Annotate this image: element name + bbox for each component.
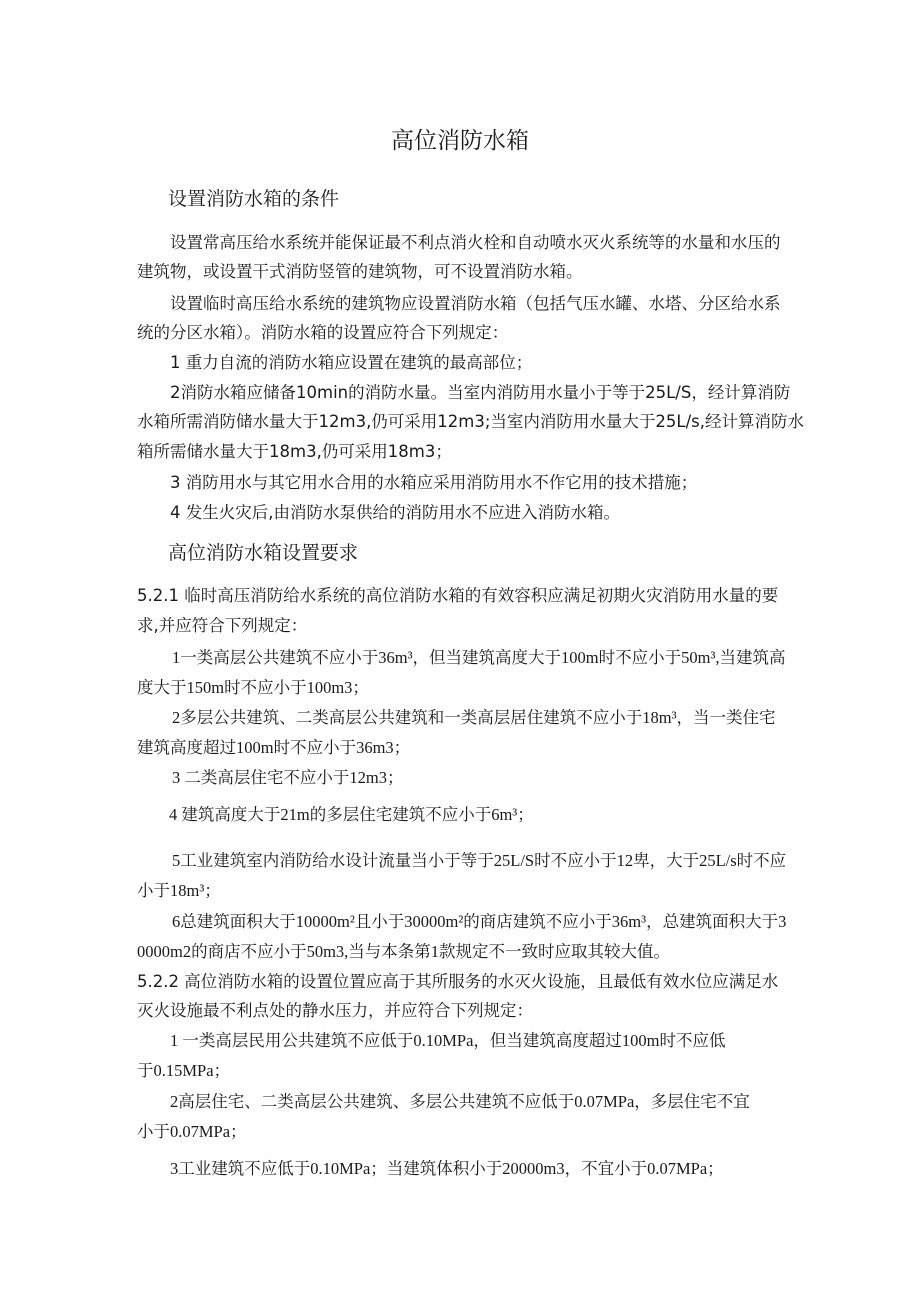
- list-item: 4 发生火灾后,由消防水泵供给的消防用水不应进入消防水箱。: [170, 503, 620, 522]
- section-heading-requirements: 高位消防水箱设置要求: [168, 542, 359, 564]
- list-item: 4 建筑高度大于21m的多层住宅建筑不应小于6m³；: [169, 805, 534, 824]
- list-item-continuation: 小于18m³；: [137, 881, 221, 900]
- list-item: 2高层住宅、二类高层公共建筑、多层公共建筑不应低于0.07MPa，多层住宅不宜: [170, 1092, 750, 1111]
- list-item-continuation: 0000m2的商店不应小于50m3,当与本条第1款规定不一致时应取其较大值。: [137, 942, 671, 961]
- page-title: 高位消防水箱: [391, 128, 529, 154]
- list-item: 1 重力自流的消防水箱应设置在建筑的最高部位；: [170, 353, 533, 372]
- list-item-continuation: 于0.15MPa；: [137, 1061, 231, 1080]
- list-item: 3 消防用水与其它用水合用的水箱应采用消防用水不作它用的技术措施；: [170, 473, 698, 492]
- list-item-continuation: 箱所需储水量大于18m3,仍可采用18m3；: [137, 442, 452, 461]
- list-item: 2消防水箱应储备10min的消防水量。当室内消防用水量小于等于25L/S，经计算消防: [170, 383, 791, 402]
- list-item: 1 一类高层民用公共建筑不应低于0.10MPa，但当建筑高度超过100m时不应低: [170, 1031, 726, 1050]
- clause-line: 求,并应符合下列规定：: [137, 616, 308, 635]
- clause-line: 5.2.2 高位消防水箱的设置位置应高于其所服务的水灭火设施，且最低有效水位应满足水: [137, 972, 779, 991]
- list-item-continuation: 小于0.07MPa；: [137, 1122, 247, 1141]
- clause-line: 5.2.1 临时高压消防给水系统的高位消防水箱的有效容积应满足初期火灾消防用水量的要: [137, 586, 779, 605]
- paragraph-line: 建筑物，或设置干式消防竖管的建筑物，可不设置消防水箱。: [137, 262, 583, 281]
- paragraph-line: 设置临时高压给水系统的建筑物应设置消防水箱（包括气压水罐、水塔、分区给水系: [170, 294, 781, 313]
- list-item-continuation: 建筑高度超过100m时不应小于36m3；: [137, 738, 411, 757]
- list-item-continuation: 水箱所需消防储水量大于12m3,仍可采用12m3;当室内消防用水量大于25L/s,经计算消防水: [137, 412, 805, 431]
- list-item-continuation: 度大于150m时不应小于100m3；: [137, 678, 369, 697]
- section-heading-conditions: 设置消防水箱的条件: [168, 188, 340, 210]
- list-item: 5工业建筑室内消防给水设计流量当小于等于25L/S时不应小于12卑，大于25L/s时不应: [172, 851, 787, 870]
- list-item: 3工业建筑不应低于0.10MPa；当建筑体积小于20000m3，不宜小于0.07MPa；: [170, 1159, 724, 1178]
- list-item: 1一类高层公共建筑不应小于36m³，但当建筑高度大于100m时不应小于50m³,当建筑高: [172, 648, 786, 667]
- clause-line: 灭火设施最不利点处的静水压力，并应符合下列规定：: [137, 1001, 533, 1020]
- list-item: 2多层公共建筑、二类高层公共建筑和一类高层居住建筑不应小于18m³，当一类住宅: [172, 708, 776, 727]
- paragraph-line: 设置常高压给水系统并能保证最不利点消火栓和自动喷水灭火系统等的水量和水压的: [170, 233, 781, 252]
- list-item: 6总建筑面积大于10000m²且小于30000m²的商店建筑不应小于36m³，总建筑面积大于3: [172, 912, 787, 931]
- list-item: 3 二类高层住宅不应小于12m3；: [172, 768, 404, 787]
- paragraph-line: 统的分区水箱）。消防水箱的设置应符合下列规定：: [137, 323, 509, 342]
